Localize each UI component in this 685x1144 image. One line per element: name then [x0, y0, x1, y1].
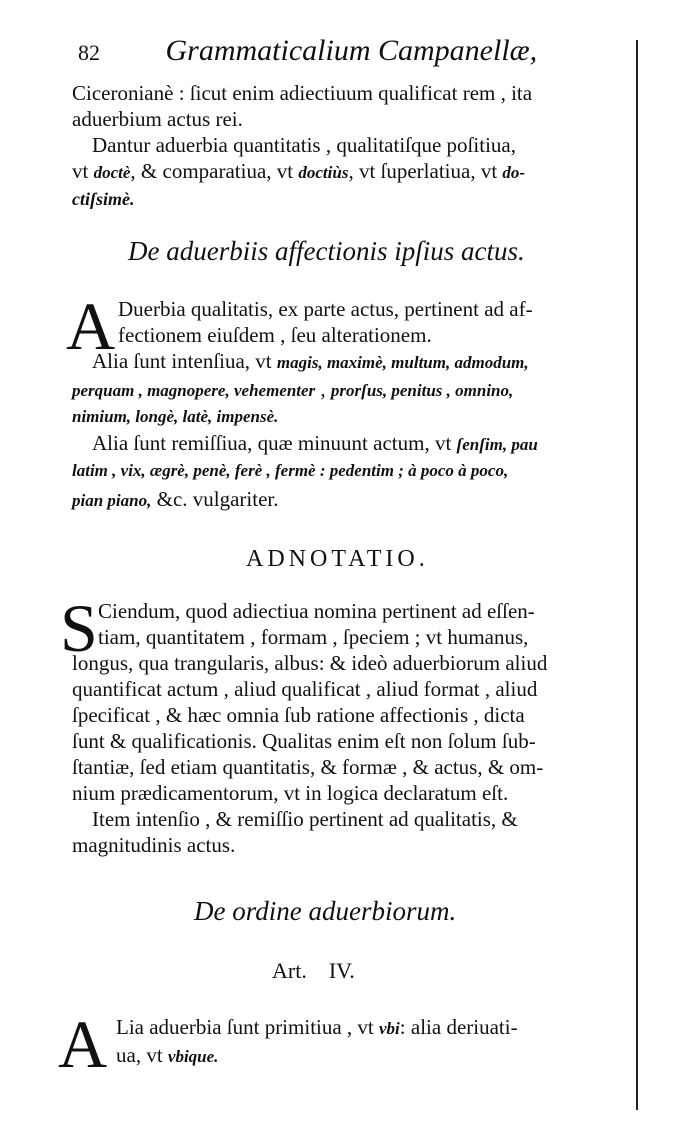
text-run: Alia ſunt intenſiua, vt — [92, 349, 277, 373]
page-edge-rule — [636, 40, 638, 1110]
text-run: Alia ſunt remiſſiua, quæ minuunt actum, vt — [92, 431, 457, 455]
running-title: Grammaticalium Campanellæ, — [165, 34, 538, 67]
example-words: ſenſim, pau — [456, 435, 538, 454]
adnotatio-line-3: longus, qua trangularis, albus: & ideò aduerbiorum aliud — [72, 651, 548, 675]
section1-para1-line-1: Duerbia qualitatis, ex parte actus, pertinent ad af- — [118, 297, 533, 321]
section1-para2-line-3: nimium, longè, latè, impensè. — [72, 407, 279, 426]
drop-cap-s: S — [60, 590, 98, 666]
text-run: : alia deriuati- — [399, 1015, 518, 1039]
section1-para3-line-1 — [92, 430, 538, 458]
adnotatio-line-8: nium prædicamentorum, vt in logica declaratum eſt. — [72, 781, 509, 805]
example-words: perquam , magnopere, vehementer — [72, 381, 316, 400]
text-run: , — [315, 377, 331, 401]
example-words: magis, maximè, multum, admodum, — [276, 353, 529, 372]
section1-para3-line-3 — [72, 486, 279, 514]
adnotatio-line-2: tiam, quantitatem , formam , ſpeciem ; vt humanus, — [98, 625, 529, 649]
section1-para1-line-2: fectionem eiuſdem , ſeu alterationem. — [118, 323, 432, 347]
text-run: Lia aduerbia ſunt primitiua , vt — [116, 1015, 380, 1039]
article-label: Art. IV. — [272, 958, 355, 983]
adnotatio-line-9: Item intenſio , & remiſſio pertinent ad qualitatis, & — [92, 807, 518, 831]
example-word: vbique. — [167, 1047, 219, 1066]
example-word: doctiùs — [298, 163, 349, 182]
intro-line-1: Ciceronianè : ſicut enim adiectiuum qualificat rem , ita — [72, 81, 533, 105]
adnotatio-line-10: magnitudinis actus. — [72, 833, 236, 857]
drop-cap-a-2: A — [58, 1006, 108, 1082]
page-number: 82 — [78, 40, 100, 65]
section1-para3-line-2: latim , vix, ægrè, penè, ferè , fermè : pedentim ; à poco à poco, — [72, 461, 509, 480]
section1-para2-line-1 — [92, 348, 529, 376]
intro-line-2: aduerbium actus rei. — [72, 107, 243, 131]
adnotatio-line-7: ſtantiæ, ſed etiam quantitatis, & formæ , & actus, & om- — [72, 755, 544, 779]
text-run: , vt ſuperlatiua, vt — [348, 159, 503, 183]
example-word: do- — [502, 163, 526, 182]
adnotatio-line-6: ſunt & qualificationis. Qualitas enim eſt non ſolum ſub- — [72, 729, 536, 753]
adnotatio-heading: ADNOTATIO. — [246, 546, 429, 572]
adnotatio-line-4: quantificat actum , aliud qualificat , aliud format , aliud — [72, 677, 538, 701]
adnotatio-line-1: Ciendum, quod adiectiua nomina pertinent ad eſſen- — [98, 599, 535, 623]
text-run: ua, vt — [116, 1043, 168, 1067]
text-run: vt — [72, 159, 94, 183]
section1-para2-line-2 — [72, 376, 513, 404]
section-heading-affectionis: De aduerbiis affectionis ipſius actus. — [128, 236, 525, 266]
example-words: prorſus, penitus , omnino, — [330, 381, 514, 400]
para2-line-3: ctiſsimè. — [72, 189, 135, 209]
para2-line-1: Dantur aduerbia quantitatis , qualitatiſque poſitiua, — [92, 133, 516, 157]
text-run: &c. vulgariter. — [151, 487, 279, 511]
example-word: vbi — [379, 1019, 400, 1038]
example-word: doctè — [93, 163, 131, 182]
adnotatio-line-5: ſpecificat , & hæc omnia ſub ratione affectionis , dicta — [72, 703, 525, 727]
section2-line-1 — [116, 1014, 518, 1042]
para2-line-2 — [72, 158, 525, 186]
drop-cap-a: A — [66, 288, 116, 364]
example-words: pian piano, — [72, 491, 152, 510]
page-header — [78, 34, 537, 68]
text-run: , & comparatiua, vt — [130, 159, 299, 183]
section2-line-2 — [116, 1042, 218, 1070]
section-heading-ordine: De ordine aduerbiorum. — [194, 896, 457, 926]
